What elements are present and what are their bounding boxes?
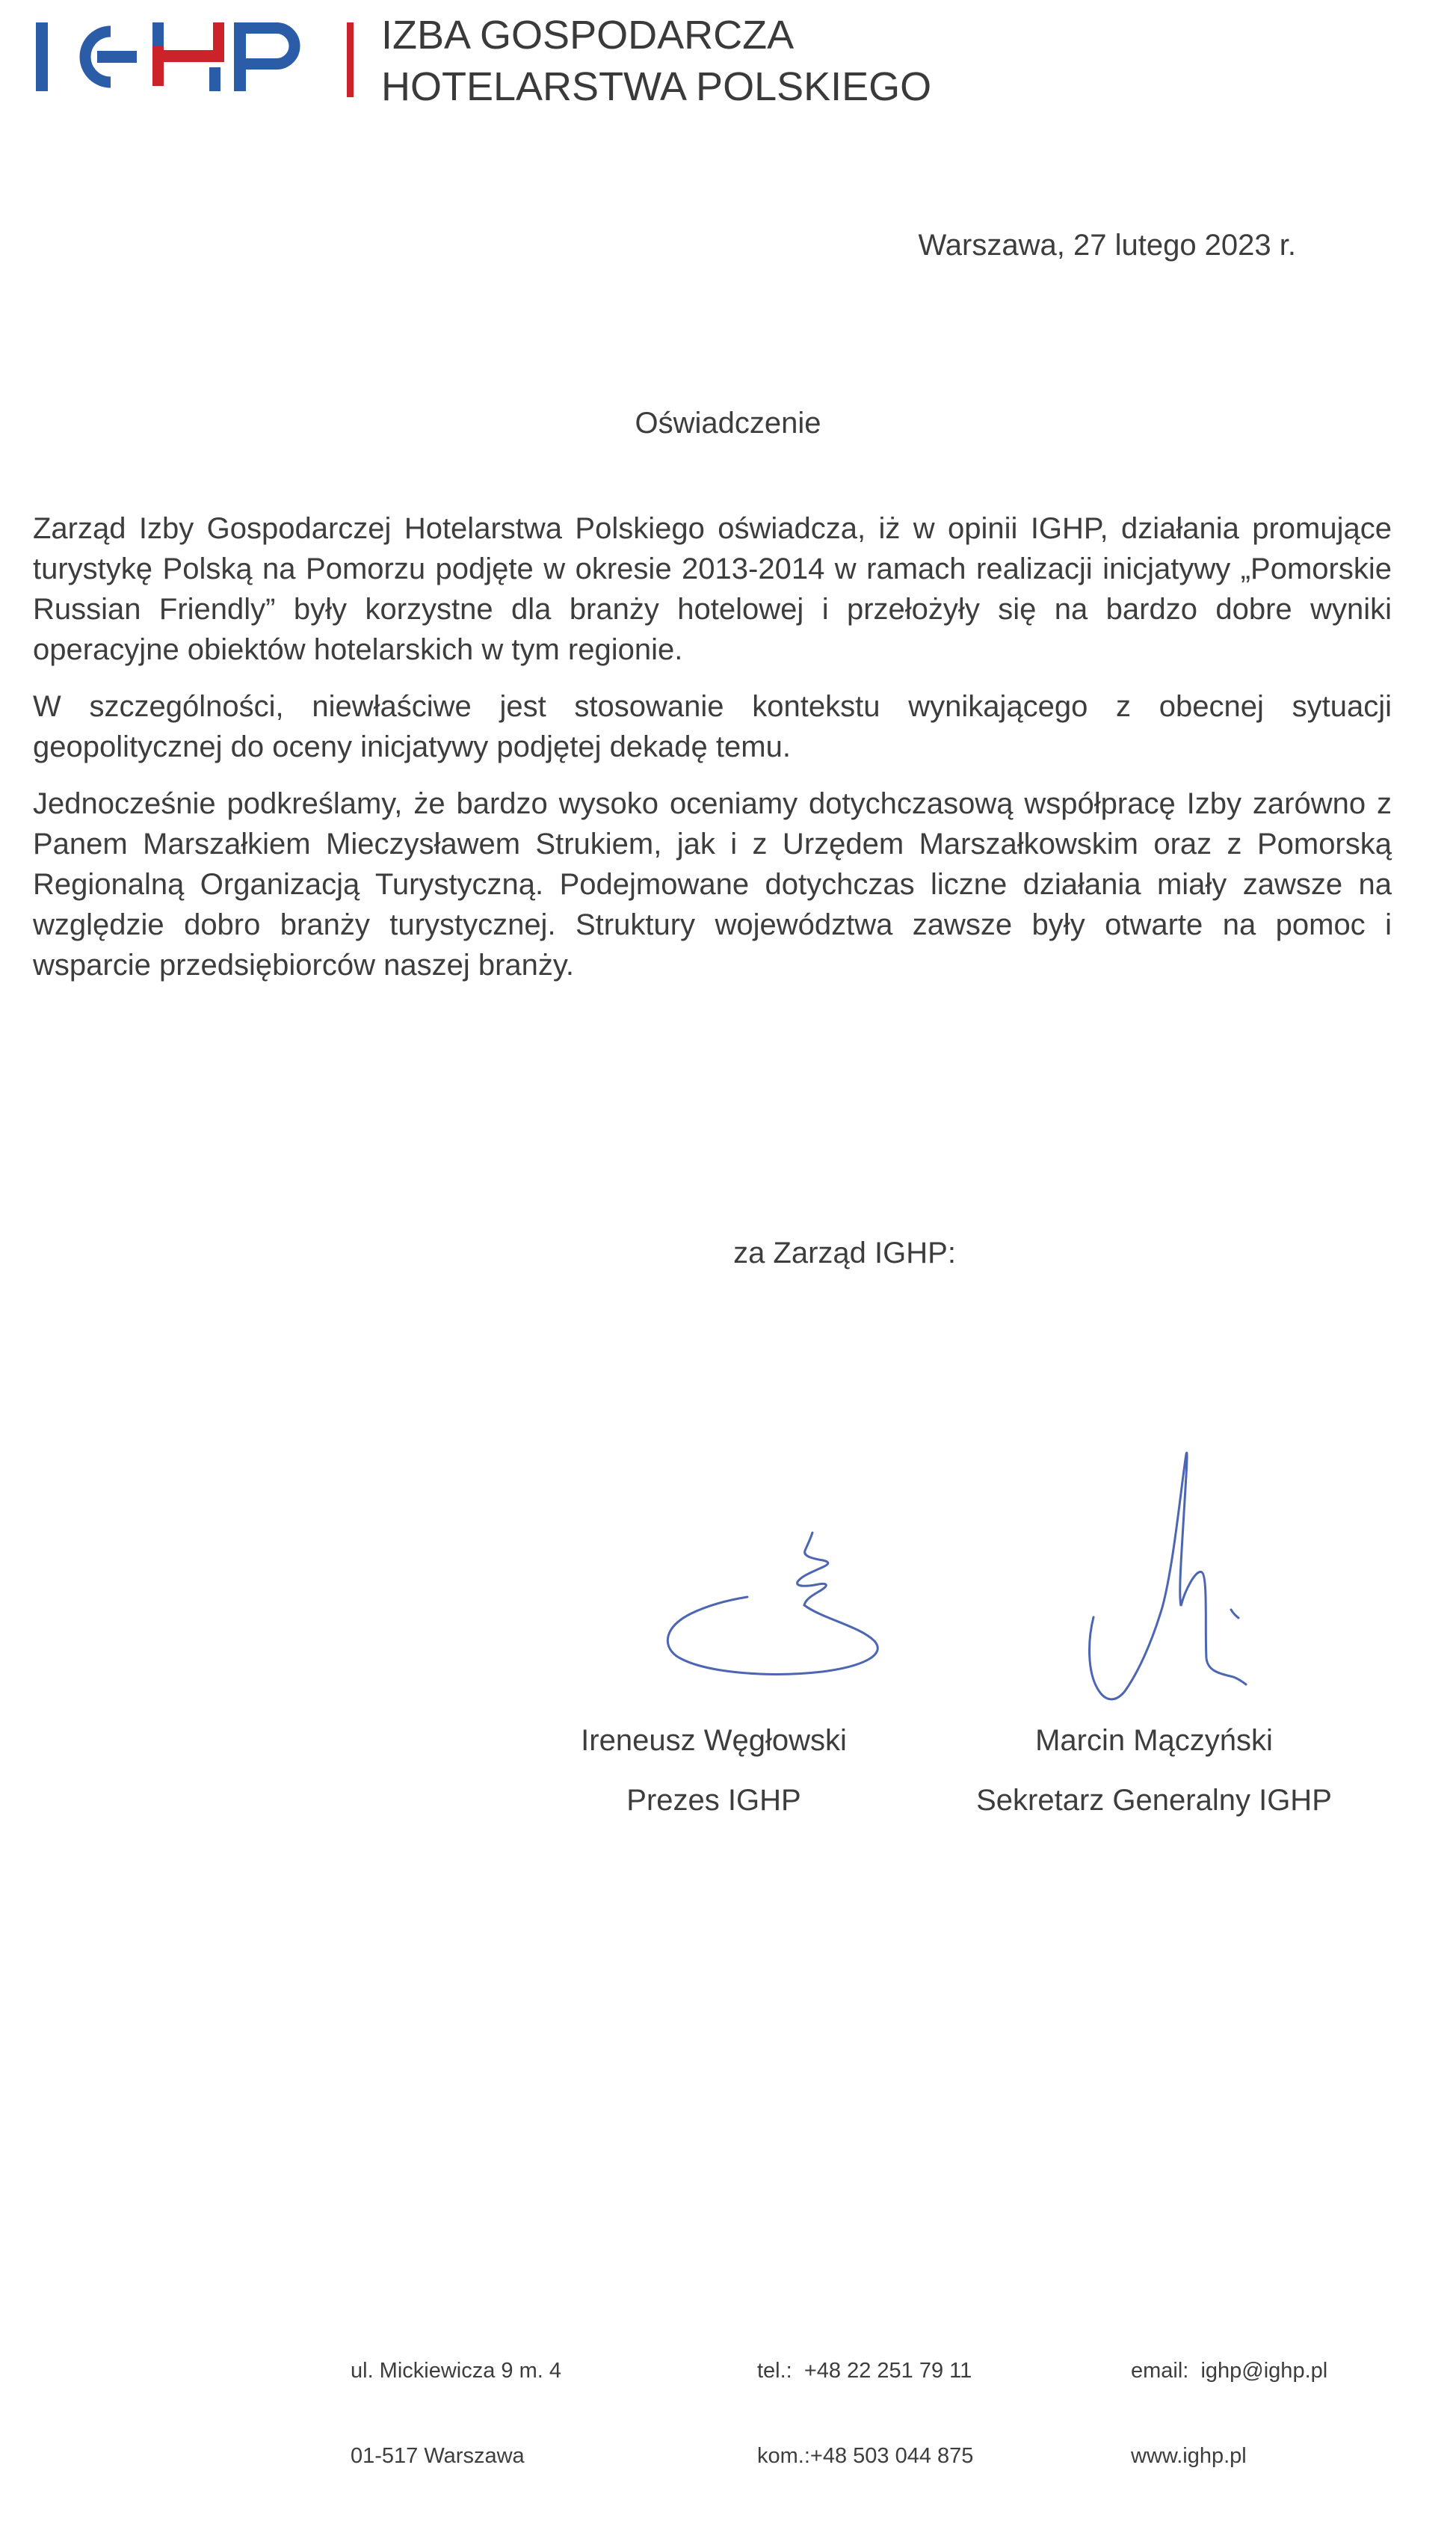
signer-name-ireneusz: Ireneusz Węgłowski (581, 1724, 847, 1757)
logo-divider (347, 22, 354, 97)
header (0, 0, 934, 150)
footer-email: email: ighp@ighp.pl (1131, 2359, 1328, 2383)
paragraph-2: W szczególności, niewłaściwe jest stosowanie kontekstu wynikającego z obecnej sytuacji geopolitycznej do oceny inicjatywy podjętej dekadę temu. (33, 690, 1392, 763)
page-title: Oświadczenie (635, 407, 821, 440)
footer-address-line1: ul. Mickiewicza 9 m. 4 (351, 2359, 562, 2383)
org-name-line2: HOTELARSTWA POLSKIEGO (381, 64, 932, 109)
signer-name-marcin: Marcin Mączyński (1035, 1724, 1273, 1757)
footer-contact (1131, 2300, 1327, 2527)
closing-line: za Zarząd IGHP: (733, 1237, 956, 1269)
org-name-line1: IZBA GOSPODARCZA (381, 13, 795, 58)
footer-address (351, 2300, 561, 2527)
paragraph-3: Jednocześnie podkreślamy, że bardzo wysoko oceniamy dotychczasową współpracę Izby zarówno z Panem Marszałkiem Mieczysławem Strukiem, jak i z Urzędem Marszałkowskim oraz z Pomorską Regionalną Organizacją Turystyczną. Podejmowane dotychczas liczne działania miały zawsze na względzie dobro branży turystycznej. Struktury województwa zawsze były otwarte na pomoc i wsparcie przedsiębiorców naszej branży. (33, 787, 1392, 982)
signatures (635, 1432, 1271, 1716)
ighp-logo-icon (36, 22, 305, 97)
paragraph-1: Zarząd Izby Gospodarczej Hotelarstwa Polskiego oświadcza, iż w opinii IGHP, działania promujące turystykę Polską na Pomorzu podjęte w okresie 2013-2014 w ramach realizacji inicjatywy „Pomorskie Russian Friendly” były korzystne dla branży hotelowej i przełożyły się na bardzo dobre wyniki operacyjne obiektów hotelarskich w tym regionie. (33, 512, 1392, 666)
footer-phone-line2: kom.:+48 503 044 875 (757, 2444, 974, 2468)
letter-body (33, 508, 1392, 1002)
signer-role-ireneusz: Prezes IGHP (626, 1784, 801, 1817)
footer-phone-line1: tel.: +48 22 251 79 11 (757, 2359, 972, 2383)
footer-address-line2: 01-517 Warszawa (351, 2444, 525, 2468)
dateline: Warszawa, 27 lutego 2023 r. (918, 229, 1296, 262)
signer-role-marcin: Sekretarz Generalny IGHP (976, 1784, 1332, 1817)
signature-ireneusz-icon (667, 1533, 877, 1674)
footer-website: www.ighp.pl (1131, 2444, 1247, 2468)
signature-marcin-icon (1090, 1453, 1246, 1699)
footer-phones (757, 2300, 973, 2527)
